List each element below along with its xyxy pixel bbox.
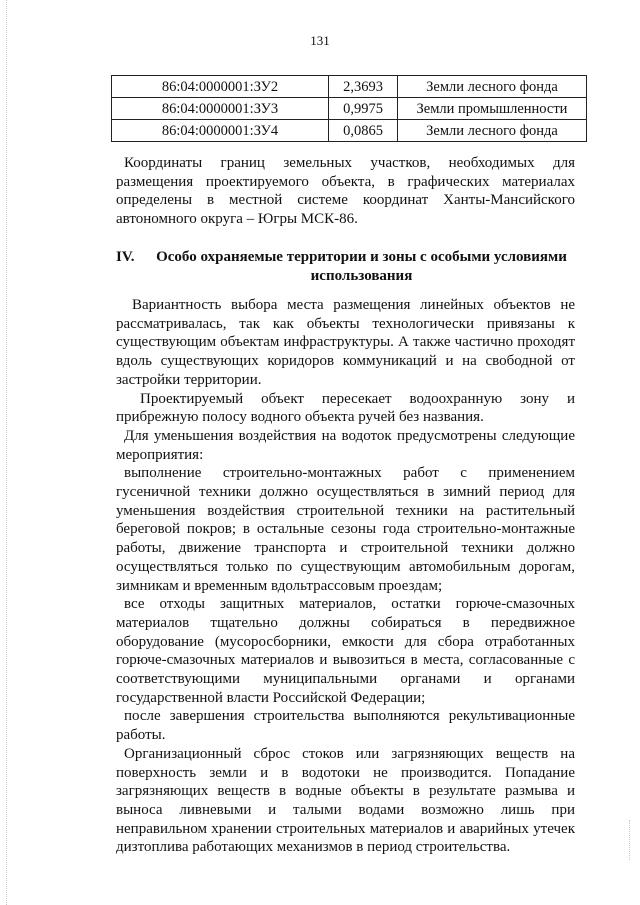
page-number: 131 [310, 33, 330, 48]
parcel-area: 0,9975 [329, 98, 398, 120]
paragraph: Для уменьшения воздействия на водоток предусмотрены следующие мероприятия: [116, 427, 575, 463]
coords-block [116, 154, 575, 229]
paragraph: после завершения строительства выполняются рекультивационные работы. [116, 708, 575, 744]
parcel-id: 86:04:0000001:ЗУ2 [112, 76, 329, 98]
parcel-id: 86:04:0000001:ЗУ3 [112, 98, 329, 120]
coords-paragraph: Координаты границ земельных участков, необходимых для размещения проектируемого объекта, в графических материалах определены в местной системе координат Ханты-Мансийского автономного округа – Югры МСК-86. [116, 155, 575, 228]
paragraph: Проектируемый объект пересекает водоохранную зону и прибрежную полосу водного объекта ручей без названия. [116, 390, 575, 426]
table-row [112, 76, 587, 98]
scan-edge-left [6, 0, 7, 905]
section-title: Особо охраняемые территории и зоны с особыми условиями использования [156, 249, 567, 284]
paragraph: все отходы защитных материалов, остатки горюче-смазочных материалов тщательно должны собираться в передвижное оборудование (мусоросборники, емкости для сбора отработанных горюче-смазочных материалов и вывозиться в места, согласованные с соответствующими муниципальными органами и органами государственной власти Российской Федерации; [116, 596, 575, 706]
parcel-category: Земли лесного фонда [398, 76, 587, 98]
table-row [112, 120, 587, 142]
parcel-category: Земли промышленности [398, 98, 587, 120]
paragraph: выполнение строительно-монтажных работ с применением гусеничной техники должно осуществляться в зимний период для уменьшения воздействия строительной техники на растительный береговой покров; в остальные сезоны года строительно-монтажные работы, движение транспорта и строительной техники должно осуществляться только по существующим автомобильным дорогам, зимникам и временным вдольтрассовым проездам; [116, 465, 575, 594]
parcel-category: Земли лесного фонда [398, 120, 587, 142]
paragraph: Организационный сброс стоков или загрязняющих веществ на поверхность земли и в водотоки не производится. Попадание загрязняющих веществ в водные объекты в результате размыва и выноса ливневыми и талыми водами возможно лишь при неправильном хранении строительных материалов и аварийных утечек дизтоплива работающих механизмов в период строительства. [116, 745, 575, 856]
section-number: IV. [116, 249, 135, 265]
parcel-area: 0,0865 [329, 120, 398, 142]
section-heading [116, 248, 575, 286]
scan-edge-right [629, 820, 630, 860]
parcels-table [111, 75, 587, 142]
parcel-id: 86:04:0000001:ЗУ4 [112, 120, 329, 142]
body-text [116, 296, 575, 857]
paragraph: Вариантность выбора места размещения линейных объектов не рассматривалась, так как объекты технологически привязаны к существующим объектам инфраструктуры. А также частично проходят вдоль существующих коридоров коммуникаций и на свободной от застройки территории. [116, 297, 575, 388]
parcel-area: 2,3693 [329, 76, 398, 98]
table-row [112, 98, 587, 120]
